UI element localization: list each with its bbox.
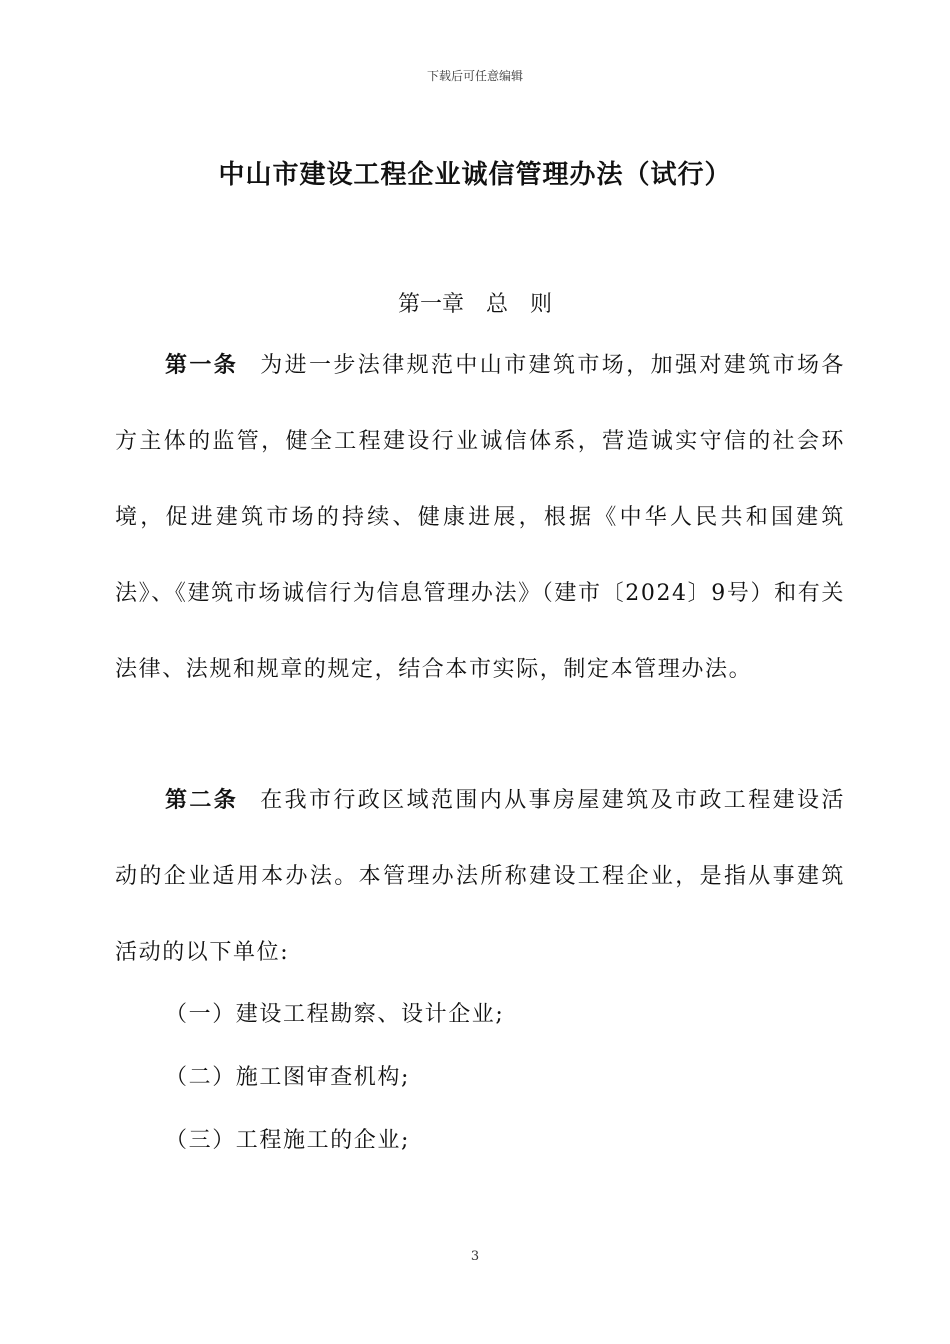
chapter-heading: 第一章 总 则 xyxy=(397,292,552,317)
article-2-number: 第二条 xyxy=(165,787,239,813)
list-item: （三）工程施工的企业; xyxy=(165,1128,411,1153)
article-2-text: 在我市行政区域范围内从事房屋建筑及市政工程建设活动的企业适用本办法。本管理办法所称建设工程企业，是指从事建筑活动的以下单位: xyxy=(115,788,845,965)
article-1 xyxy=(115,327,845,708)
article-1-text: 为进一步法律规范中山市建筑市场，加强对建筑市场各方主体的监管，健全工程建设行业诚信体系，营造诚实守信的社会环境，促进建筑市场的持续、健康进展，根据《中华人民共和国建筑法》、《建筑市场诚信行为信息管理办法》（建市〔2024〕9号）和有关法律、法规和规章的规定，结合本市实际，制定本管理办法。 xyxy=(115,353,845,682)
article-1-number: 第一条 xyxy=(165,352,239,378)
list-item: （一）建设工程勘察、设计企业; xyxy=(165,1002,505,1027)
document-title: 中山市建设工程企业诚信管理办法（试行） xyxy=(218,160,732,190)
article-2 xyxy=(115,762,845,991)
list-item: （二）施工图审查机构; xyxy=(165,1065,411,1090)
header-note: 下载后可任意编辑 xyxy=(426,69,523,83)
page-number: 3 xyxy=(470,1249,480,1264)
